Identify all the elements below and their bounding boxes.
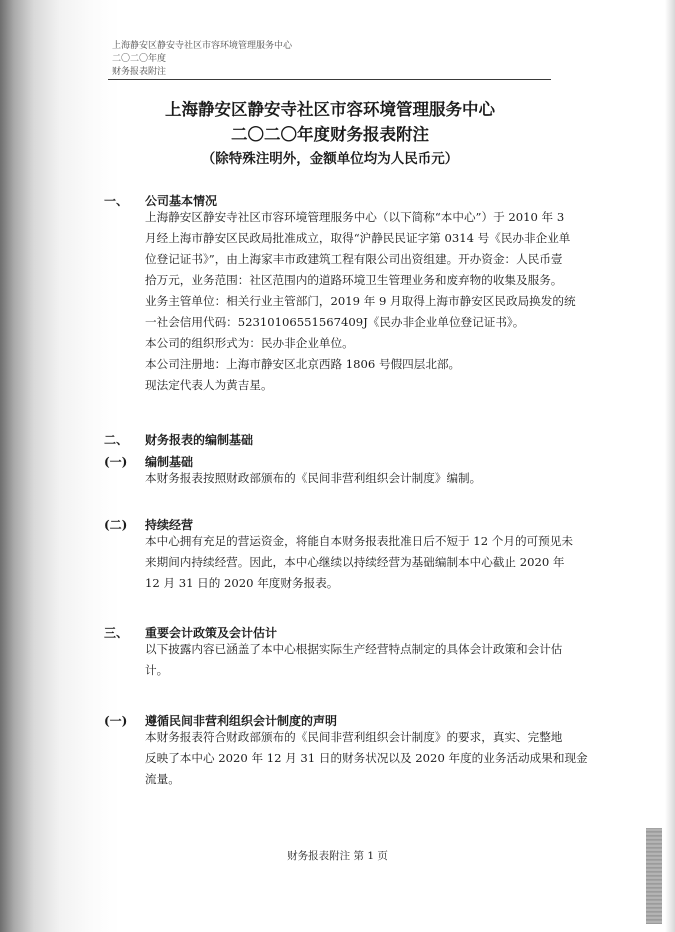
header-doc: 财务报表附注 [112, 67, 167, 77]
section-2-2-line: 来期间内持续经营。因此，本中心继续以持续经营为基础编制本中心截止 2020 年 [145, 555, 565, 569]
section-1-line: 上海静安区静安寺社区市容环境管理服务中心（以下简称“本中心”）于 2010 年 3 [145, 210, 565, 224]
section-1-title: 公司基本情况 [145, 194, 218, 208]
section-3-body [145, 639, 565, 681]
section-1-line: 月经上海市静安区民政局批准成立，取得“沪静民民证字第 0314 号《民办非企业单 [145, 231, 571, 245]
section-1-line: 现法定代表人为黄吉星。 [145, 378, 273, 392]
section-3-1-line: 反映了本中心 2020 年 12 月 31 日的财务状况以及 2020 年度的业务活动成果和现金 [145, 751, 588, 765]
section-2-1-number: (一) [104, 455, 128, 469]
section-1-line: 拾万元，业务范围：社区范围内的道路环境卫生管理业务和废弃物的收集及服务。 [145, 273, 563, 287]
section-2-2-number: (二) [104, 518, 128, 532]
section-1-line: 业务主管单位：相关行业主管部门，2019 年 9 月取得上海市静安区民政局换发的统 [145, 294, 576, 308]
section-2-1-body [145, 468, 565, 489]
header-org: 上海静安区静安寺社区市容环境管理服务中心 [112, 41, 293, 51]
doc-title-org: 上海静安区静安寺社区市容环境管理服务中心 [165, 100, 495, 119]
section-3-1-title: 遵循民间非营利组织会计制度的声明 [145, 714, 338, 728]
section-3-1-line: 本财务报表符合财政部颁布的《民间非营利组织会计制度》的要求，真实、完整地 [145, 730, 563, 744]
page-edge-shadow [665, 0, 675, 932]
section-2-2-line: 12 月 31 日的 2020 年度财务报表。 [145, 576, 339, 590]
section-3-title: 重要会计政策及会计估计 [145, 626, 278, 640]
section-2-title: 财务报表的编制基础 [145, 433, 254, 447]
section-2-2-title: 持续经营 [145, 518, 194, 532]
section-1-body [145, 207, 576, 396]
section-1-line: 一社会信用代码：52310106551567409J《民办非企业单位登记证书》。 [145, 315, 525, 329]
section-1-number: 一、 [104, 194, 129, 208]
section-3-number: 三、 [104, 626, 129, 640]
section-2-1-title: 编制基础 [145, 455, 194, 469]
section-1-line: 位登记证书》”，由上海家丰市政建筑工程有限公司出资组建。开办资金：人民币壹 [145, 252, 563, 266]
section-1-line: 本公司注册地：上海市静安区北京西路 1806 号假四层北部。 [145, 357, 461, 371]
section-2-2-body [145, 531, 573, 594]
section-3-1-line: 流量。 [145, 772, 180, 786]
binding-edge-strip [646, 828, 662, 924]
section-1-line: 本公司的组织形式为：民办非企业单位。 [145, 336, 354, 350]
section-3-1-number: (一) [104, 714, 128, 728]
doc-title-note: （除特殊注明外，金额单位均为人民币元） [201, 151, 459, 167]
running-header [112, 40, 292, 79]
header-divider [108, 79, 551, 80]
section-3-1-body [145, 727, 588, 790]
section-2-2-line: 本中心拥有充足的营运资金，将能自本财务报表批准日后不短于 12 个月的可预见未 [145, 534, 573, 548]
section-3-line: 以下披露内容已涵盖了本中心根据实际生产经营特点制定的具体会计政策和会计估 [145, 642, 563, 656]
header-year: 二〇二〇年度 [112, 54, 167, 64]
section-2-1-line: 本财务报表按照财政部颁布的《民间非营利组织会计制度》编制。 [145, 471, 482, 485]
section-3-line: 计。 [145, 663, 169, 677]
doc-title-main: 二〇二〇年度财务报表附注 [231, 125, 429, 144]
page-footer: 财务报表附注 第 1 页 [287, 850, 388, 862]
section-2-number: 二、 [104, 433, 129, 447]
